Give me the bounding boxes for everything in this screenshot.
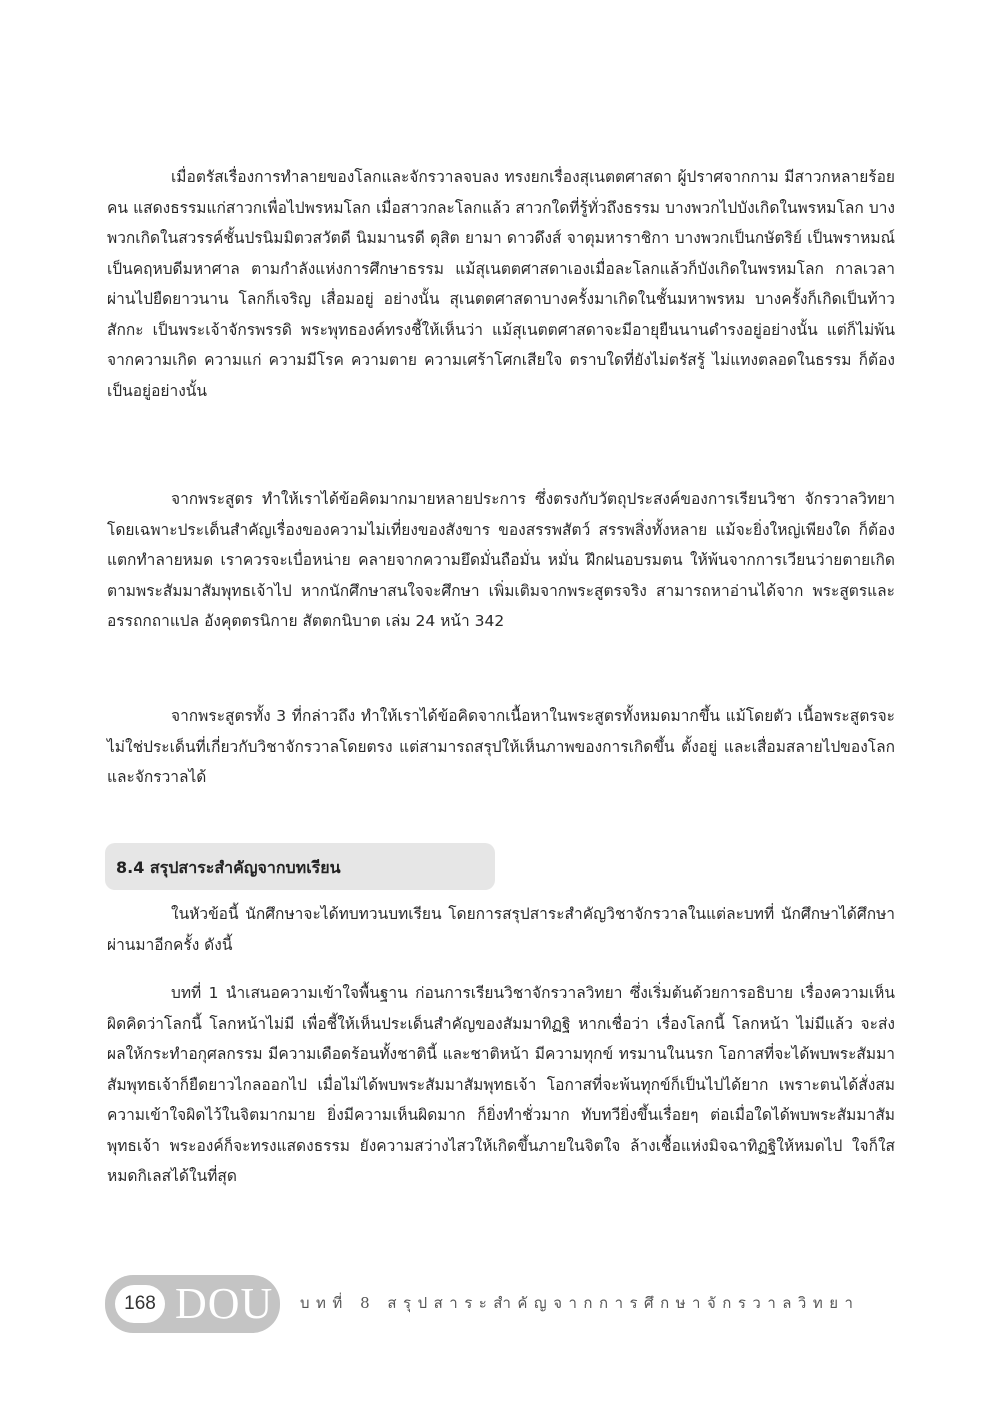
paragraph-chapter-1-summary: บทที่ 1 นำเสนอความเข้าใจพื้นฐาน ก่อนการเรียนวิชาจักรวาลวิทยา ซึ่งเริ่มต้นด้วยการอธิบาย เรื่องความเห็นผิดคิดว่าโลกนี้ โลกหน้าไม่มี เพื่อชี้ให้เห็นประเด็นสำคัญของสัมมาทิฏฐิ หากเชื่อว่า เรื่องโลกนี้ โลกหน้า ไม่มีแล้ว จะส่งผลให้กระทำอกุศลกรรม มีความเดือดร้อนทั้งชาตินี้ และชาติหน้า มีความทุกข์ ทรมานในนรก โอกาสที่จะได้พบพระสัมมาสัมพุทธเจ้าก็ยืดยาวไกลออกไป เมื่อไม่ได้พบพระสัมมาสัมพุทธเจ้า โอกาสที่จะพ้นทุกข์ก็เป็นไปได้ยาก เพราะตนได้สั่งสมความเข้าใจผิดไว้ในจิตมากมาย ยิ่งมีความเห็นผิดมาก ก็ยิ่งทำชั่วมาก ทับทวียิ่งขึ้นเรื่อยๆ ต่อเมื่อใดได้พบพระสัมมาสัมพุทธเจ้า พระองค์ก็จะทรงแสดงธรรม ยังความสว่างไสวให้เกิดขึ้นภายในจิตใจ ล้างเชื้อแห่งมิจฉาทิฏฐิให้หมดไป ใจก็ใส หมดกิเลสได้ในที่สุด [107,984,895,1185]
footer-logo-pill [105,1275,280,1333]
paragraph-section-intro: ในหัวข้อนี้ นักศึกษาจะได้ทบทวนบทเรียน โดยการสรุปสาระสำคัญวิชาจักรวาลในแต่ละบทที่ นักศึกษาได้ศึกษาผ่านมาอีกครั้ง ดังนี้ [107,905,895,954]
running-title: บทที่ 8 สรุปสาระสำคัญจากการศึกษาจักรวาลวิทยา [300,1294,860,1312]
section-heading-text: 8.4 สรุปสาระสำคัญจากบทเรียน [116,858,341,877]
page-number: 168 [115,1285,165,1323]
paragraph-sunetta-story: เมื่อตรัสเรื่องการทำลายของโลกและจักรวาลจบลง ทรงยกเรื่องสุเนตตศาสดา ผู้ปราศจากกาม มีสาวกหลายร้อยคน แสดงธรรมแก่สาวกเพื่อไปพรหมโลก เมื่อสาวกละโลกแล้ว สาวกใดที่รู้ทั่วถึงธรรม บางพวกไปบังเกิดในพรหมโลก บางพวกเกิดในสวรรค์ชั้นปรนิมมิตวสวัตดี นิมมานรดี ดุสิต ยามา ดาวดึงส์ จาตุมหาราชิกา บางพวกเป็นกษัตริย์ เป็นพราหมณ์ เป็นคฤหบดีมหาศาล ตามกำลังแห่งการศึกษาธรรม แม้สุเนตตศาสดาเองเมื่อละโลกแล้วก็บังเกิดในพรหมโลก กาลเวลาผ่านไปยืดยาวนาน โลกก็เจริญ เสื่อมอยู่ อย่างนั้น สุเนตตศาสดาบางครั้งมาเกิดในชั้นมหาพรหม บางครั้งก็เกิดเป็นท้าวสักกะ เป็นพระเจ้าจักรพรรดิ พระพุทธองค์ทรงชี้ให้เห็นว่า แม้สุเนตตศาสดาจะมีอายุยืนนานดำรงอยู่อย่างนั้น แต่ก็ไม่พ้นจากความเกิด ความแก่ ความมีโรค ความตาย ความเศร้าโศกเสียใจ ตราบใดที่ยังไม่ตรัสรู้ ไม่แทงตลอดในธรรม ก็ต้องเป็นอยู่อย่างนั้น [107,168,895,400]
paragraph-sutta-lessons: จากพระสูตร ทำให้เราได้ข้อคิดมากมายหลายประการ ซึ่งตรงกับวัตถุประสงค์ของการเรียนวิชา จักรวาลวิทยา โดยเฉพาะประเด็นสำคัญเรื่องของความไม่เที่ยงของสังขาร ของสรรพสัตว์ สรรพสิ่งทั้งหลาย แม้จะยิ่งใหญ่เพียงใด ก็ต้องแตกทำลายหมด เราควรจะเบื่อหน่าย คลายจากความยึดมั่นถือมั่น หมั่น ฝึกฝนอบรมตน ให้พ้นจากการเวียนว่ายตายเกิด ตามพระสัมมาสัมพุทธเจ้าไป หากนักศึกษาสนใจจะศึกษา เพิ่มเติมจากพระสูตรจริง สามารถหาอ่านได้จาก พระสูตรและอรรถกถาแปล อังคุตตรนิกาย สัตตกนิบาต เล่ม 24 หน้า 342 [107,490,895,630]
section-heading-8-4 [105,843,495,890]
dou-logo: DOU [175,1279,274,1328]
paragraph-three-suttas: จากพระสูตรทั้ง 3 ที่กล่าวถึง ทำให้เราได้ข้อคิดจากเนื้อหาในพระสูตรทั้งหมดมากขึ้น แม้โดยตัว เนื้อพระสูตรจะไม่ใช่ประเด็นที่เกี่ยวกับวิชาจักรวาลโดยตรง แต่สามารถสรุปให้เห็นภาพของการเกิดขึ้น ตั้งอยู่ และเสื่อมสลายไปของโลกและจักรวาลได้ [107,707,895,786]
page-footer [105,1275,905,1335]
